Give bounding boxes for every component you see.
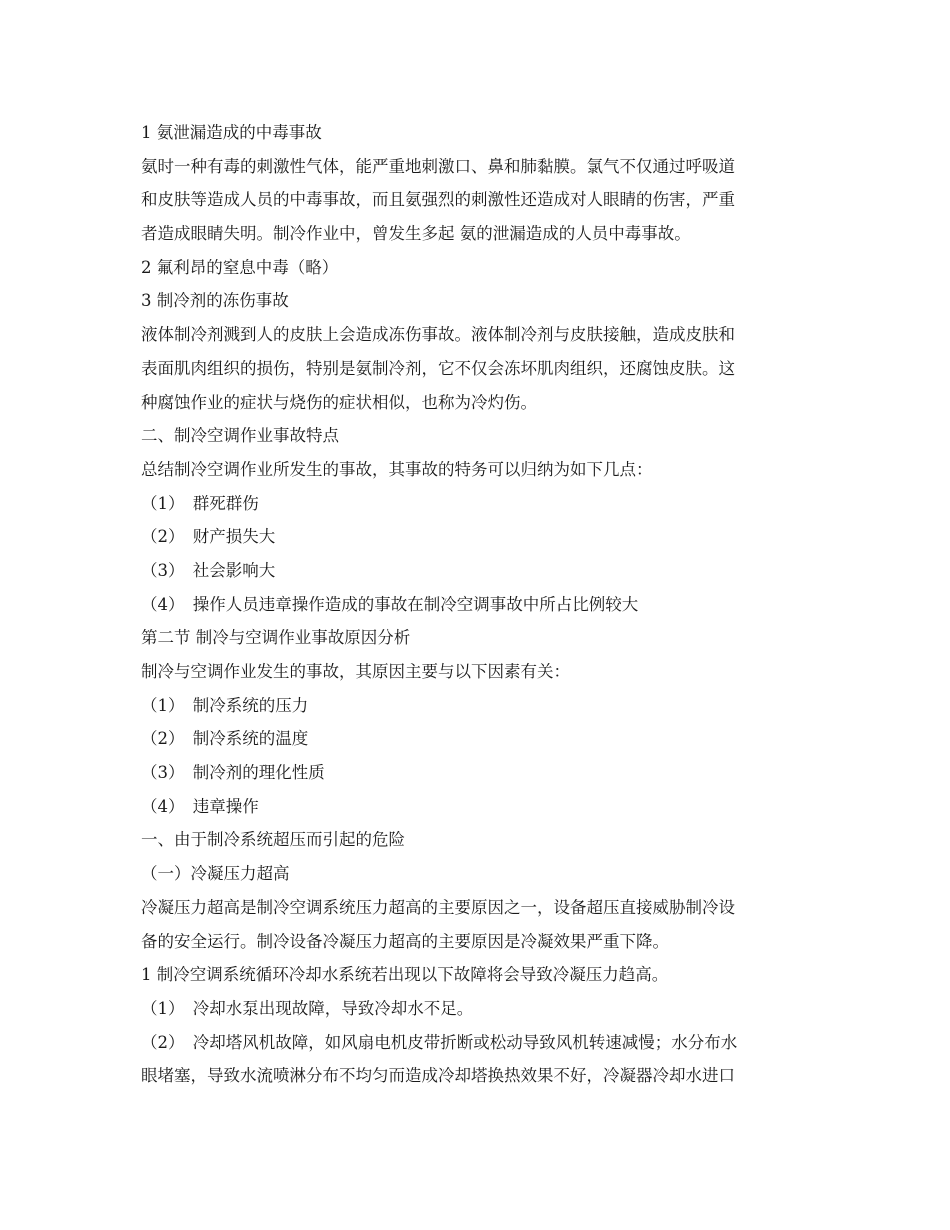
- list-item: （1） 制冷系统的压力: [141, 695, 309, 715]
- paragraph-line: 种腐蚀作业的症状与烧伤的症状相似，也称为冷灼伤。: [141, 392, 537, 412]
- list-item: （4） 操作人员违章操作造成的事故在制冷空调事故中所占比例较大: [141, 594, 639, 614]
- paragraph-line: 冷凝压力超高是制冷空调系统压力超高的主要原因之一，设备超压直接威胁制冷设: [141, 897, 735, 917]
- paragraph-line: 液体制冷剂溅到人的皮肤上会造成冻伤事故。液体制冷剂与皮肤接触，造成皮肤和: [141, 325, 735, 345]
- list-item: （3） 制冷剂的理化性质: [141, 763, 325, 783]
- list-item: （1） 冷却水泵出现故障，导致冷却水不足。: [141, 998, 474, 1018]
- paragraph-line: 和皮肤等造成人员的中毒事故，而且氨强烈的刺激性还造成对人眼睛的伤害，严重: [141, 190, 735, 210]
- paragraph-line: 制冷与空调作业发生的事故，其原因主要与以下因素有关：: [141, 662, 570, 681]
- section-heading: 一、由于制冷系统超压而引起的危险: [141, 830, 405, 850]
- list-item: （2） 财产损失大: [141, 527, 276, 547]
- list-item: （3） 社会影响大: [141, 560, 276, 580]
- paragraph-line: 总结制冷空调作业所发生的事故，其事故的特务可以归纳为如下几点：: [141, 459, 653, 479]
- document-body: [141, 116, 821, 1093]
- section-heading: 3 制冷剂的冻伤事故: [141, 291, 289, 311]
- section-heading: （一）冷凝压力超高: [141, 864, 290, 884]
- section-heading: 二、制冷空调作业事故特点: [141, 426, 339, 446]
- list-item: （4） 违章操作: [141, 796, 259, 816]
- paragraph-line: 眼堵塞，导致水流喷淋分布不均匀而造成冷却塔换热效果不好，冷凝器冷却水进口: [141, 1066, 735, 1086]
- section-heading: 第二节 制冷与空调作业事故原因分析: [141, 628, 411, 648]
- paragraph-line: 1 制冷空调系统循环冷却水系统若出现以下故障将会导致冷凝压力趋高。: [141, 965, 669, 985]
- paragraph-line: 备的安全运行。制冷设备冷凝压力超高的主要原因是冷凝效果严重下降。: [141, 931, 669, 951]
- list-item: （2） 冷却塔风机故障，如风扇电机皮带折断或松动导致风机转速减慢；水分布水: [141, 1032, 738, 1052]
- list-item: （2） 制冷系统的温度: [141, 729, 309, 749]
- paragraph-line: 表面肌肉组织的损伤，特别是氨制冷剂，它不仅会冻坏肌肉组织，还腐蚀皮肤。这: [141, 358, 735, 378]
- paragraph-line: 氨时一种有毒的刺激性气体，能严重地刺激口、鼻和肺黏膜。氯气不仅通过呼吸道: [141, 156, 735, 176]
- section-heading: 1 氨泄漏造成的中毒事故: [141, 123, 322, 142]
- section-heading: 2 氟利昂的窒息中毒（略）: [141, 257, 339, 277]
- list-item: （1） 群死群伤: [141, 493, 259, 513]
- paragraph-line: 者造成眼睛失明。制冷作业中，曾发生多起 氨的泄漏造成的人员中毒事故。: [141, 224, 691, 244]
